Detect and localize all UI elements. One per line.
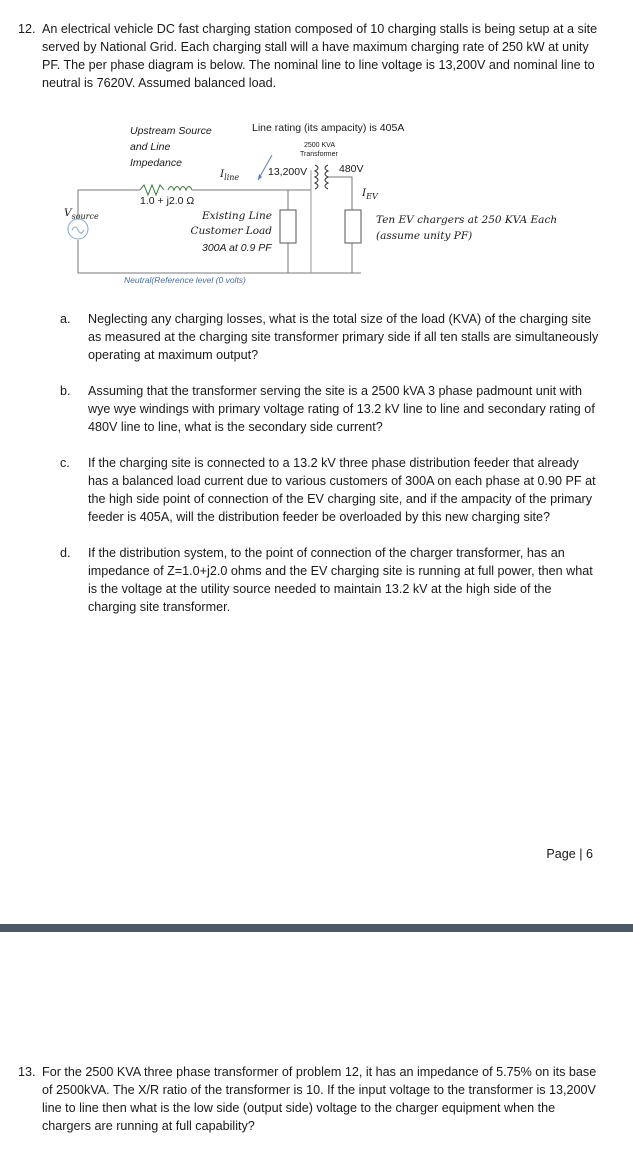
upstream-source-label: Upstream Source and Line Impedance <box>130 125 212 169</box>
page-break-divider <box>0 924 633 932</box>
ev-bottom-wire <box>352 243 361 273</box>
part-a: a. Neglecting any charging losses, what is the total size of the load (KVA) of the charging site as measured at the charging site transformer primary side if all ten stalls are simultaneously operating at maximum output? <box>60 312 599 362</box>
v-source-label: $V_{source}$ <box>64 207 99 222</box>
circuit-diagram <box>60 115 600 290</box>
existing-load-label: Existing Line Customer Load <box>190 210 272 237</box>
page-number: Page | 6 <box>546 847 593 861</box>
primary-voltage-label: 13,200V <box>268 166 308 178</box>
transformer-rating-label: 2500 KVA <box>304 142 336 149</box>
ev-chargers-label: Ten EV chargers at 250 KVA Each (assume unity PF) <box>376 214 558 242</box>
part-c: c. If the charging site is connected to a 13.2 kV three phase distribution feeder that already has a balanced load current due to various customers of 300A on each phase at 0.90 PF at the high side point of connection of the EV charging site, and if the ampacity of the primary feeder is 405A, will the distribution feeder be overloaded by this new charging site? <box>60 456 596 524</box>
existing-load-value: 300A at 0.9 PF <box>202 242 272 254</box>
inductor-symbol <box>168 187 192 191</box>
line-rating-label: Line rating (its ampacity) is 405A <box>252 122 405 134</box>
question-number: 13. <box>18 1065 36 1079</box>
ev-load-box <box>345 210 361 243</box>
part-d: d. If the distribution system, to the point of connection of the charger transformer, has an impedance of Z=1.0+j2.0 ohms and the EV charging site is running at full power, then what is the voltage at the utility source needed to maintain 13.2 kV at the high side of the charging site transformer. <box>60 546 593 614</box>
question-text: An electrical vehicle DC fast charging station composed of 10 charging stalls is being setup at a site served by National Grid. Each charging stall will a have maximum charging rate of 250 kW at unity PF. The per phase diagram is below. The nominal line to line voltage is 13,200V and nominal line to neutral is 7620V. Assumed balanced load. <box>42 22 598 90</box>
question-number: 12. <box>18 22 36 36</box>
impedance-label: 1.0 + j2.0 Ω <box>140 195 195 207</box>
transformer-coils <box>315 165 328 189</box>
resistor-symbol <box>140 185 164 195</box>
secondary-voltage-label: 480V <box>339 163 364 175</box>
secondary-wire <box>328 177 352 210</box>
question-12-parts <box>60 310 600 634</box>
question-text: For the 2500 KVA three phase transformer of problem 12, it has an impedance of 5.75% on its base of 2500kVA. The X/R ratio of the transformer is 10. If the input voltage to the transformer is 13,200V line to line then what is the low side (output side) voltage to the charger equipment when the chargers are running at full capability? <box>42 1065 597 1133</box>
i-line-label: $I_{line}$ <box>220 168 240 183</box>
i-ev-label: $I_{EV}$ <box>362 187 378 202</box>
neutral-reference-label: Neutral(Reference level (0 volts) <box>124 275 246 285</box>
question-12 <box>18 20 603 92</box>
part-b: b. Assuming that the transformer serving the site is a 2500 kVA 3 phase padmount unit with wye wye windings with primary voltage rating of 13.2 kV line to line and secondary rating of 480V line to line, what is the secondary side current? <box>60 384 595 434</box>
existing-load-box <box>280 210 296 243</box>
question-13 <box>18 1063 603 1135</box>
transformer-label: Transformer <box>300 151 338 158</box>
